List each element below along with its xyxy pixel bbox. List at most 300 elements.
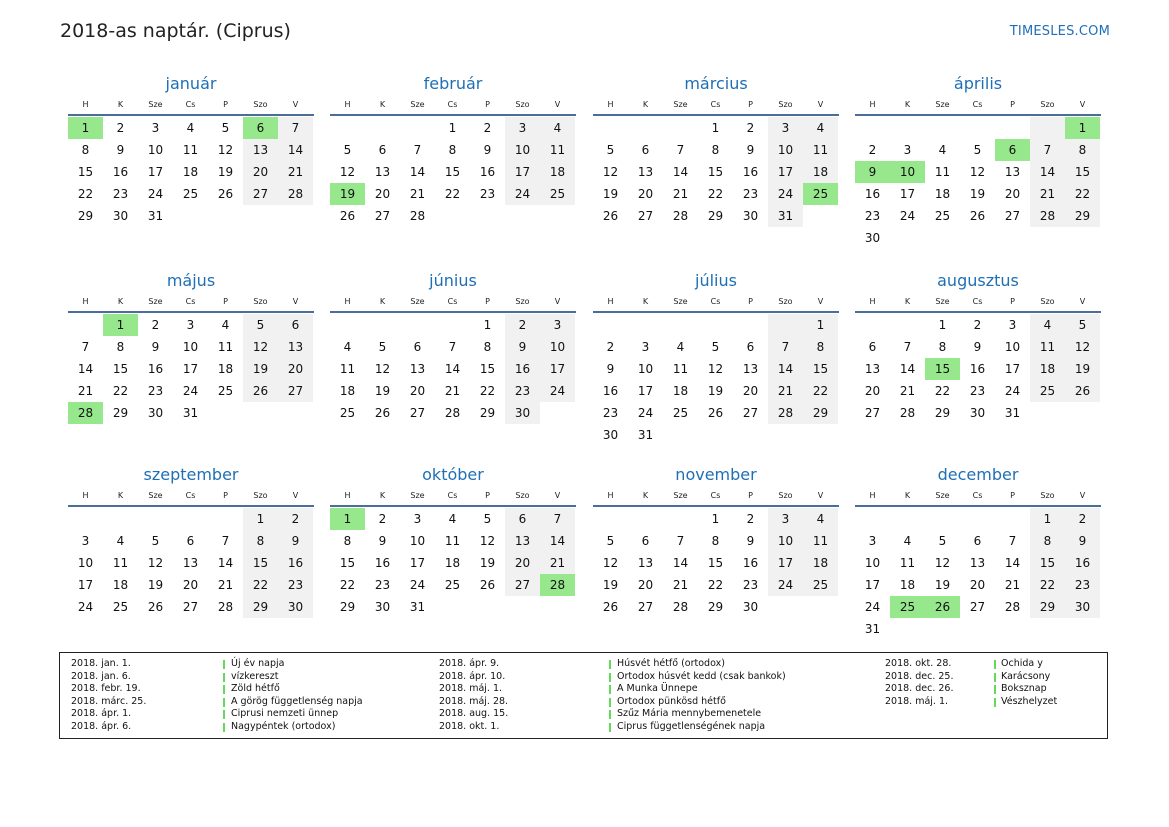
day-cell: 29	[243, 596, 278, 618]
day-cell: 1	[243, 508, 278, 530]
day-cell: 21	[1004, 578, 1021, 592]
weekday-label: Cs	[185, 491, 196, 500]
weekday-header	[855, 294, 1101, 310]
day-cell: 24	[1004, 384, 1021, 398]
day-cell: 2	[378, 512, 387, 526]
day-cell: 16	[374, 556, 391, 570]
day-cell: 30	[505, 402, 540, 424]
day-cell: 30	[147, 406, 164, 420]
day-cell: 19	[602, 187, 619, 201]
day-cell: 15	[339, 556, 356, 570]
holiday-day-cell: 1	[330, 508, 365, 530]
weekday-header	[68, 488, 314, 504]
day-cell: 25	[339, 406, 356, 420]
day-cell: 19	[969, 187, 986, 201]
day-cell: 22	[1065, 183, 1100, 205]
month-6	[330, 270, 576, 424]
weekday-header	[330, 294, 576, 310]
day-cell: 30	[374, 600, 391, 614]
day-cell: 24	[768, 574, 803, 596]
day-cell: 19	[1065, 358, 1100, 380]
header-rule	[855, 114, 1101, 116]
weekday-label: Cs	[710, 297, 721, 306]
day-cell: 13	[278, 336, 313, 358]
day-cell: 15	[479, 362, 496, 376]
day-cell: 20	[374, 187, 391, 201]
day-cell: 7	[768, 336, 803, 358]
day-empty	[593, 117, 628, 139]
day-empty	[68, 508, 103, 530]
day-cell: 22	[339, 578, 356, 592]
day-cell: 21	[278, 161, 313, 183]
day-empty	[628, 508, 663, 530]
day-cell: 27	[409, 406, 426, 420]
day-cell: 19	[479, 556, 496, 570]
weekday-label: P	[485, 491, 490, 500]
weekday-label: H	[607, 491, 614, 500]
day-cell: 9	[505, 336, 540, 358]
day-cell: 16	[112, 165, 129, 179]
day-cell: 23	[864, 209, 881, 223]
day-cell: 8	[1030, 530, 1065, 552]
day-cell: 2	[973, 318, 982, 332]
header-rule	[855, 505, 1101, 507]
day-cell: 21	[409, 187, 426, 201]
weekday-label: V	[554, 297, 561, 306]
day-cell: 31	[409, 600, 426, 614]
day-cell: 17	[505, 161, 540, 183]
weekday-header	[593, 488, 839, 504]
holiday-day-cell: 1	[68, 117, 103, 139]
weekday-label: Sze	[410, 297, 425, 306]
weekday-label: V	[554, 100, 561, 109]
legend-holiday-name: Ortodox pünkösd hétfő	[617, 695, 726, 707]
month-title: április	[953, 74, 1003, 93]
weekday-label: Sze	[148, 100, 163, 109]
weekday-label: H	[607, 297, 614, 306]
day-cell: 11	[540, 139, 575, 161]
day-cell: 18	[444, 556, 461, 570]
day-cell: 26	[707, 406, 724, 420]
legend-date: 2018. ápr. 10.	[439, 670, 506, 682]
legend-date: 2018. febr. 19.	[71, 683, 141, 694]
day-cell: 13	[243, 139, 278, 161]
holiday-day-cell: 10	[890, 161, 925, 183]
day-cell: 3	[868, 534, 877, 548]
day-cell: 28	[444, 406, 461, 420]
day-cell: 26	[602, 209, 619, 223]
day-cell: 31	[1004, 406, 1021, 420]
day-cell: 17	[182, 362, 199, 376]
weekday-label: H	[344, 491, 351, 500]
day-cell: 8	[343, 534, 352, 548]
header-rule	[593, 311, 839, 313]
day-cell: 9	[973, 340, 982, 354]
day-cell: 22	[934, 384, 951, 398]
day-cell: 30	[969, 406, 986, 420]
day-cell: 17	[899, 187, 916, 201]
month-title: február	[423, 74, 483, 93]
day-empty	[890, 117, 925, 139]
day-empty	[698, 314, 733, 336]
header-rule	[68, 114, 314, 116]
weekday-label: V	[817, 100, 824, 109]
day-cell: 9	[278, 530, 313, 552]
day-cell: 16	[479, 165, 496, 179]
weekday-header	[855, 488, 1101, 504]
day-cell: 30	[742, 600, 759, 614]
legend-date: 2018. dec. 25.	[885, 670, 954, 682]
day-cell: 8	[711, 143, 720, 157]
day-cell: 10	[1004, 340, 1021, 354]
day-cell: 29	[934, 406, 951, 420]
weekday-label: P	[223, 491, 228, 500]
day-cell: 23	[147, 384, 164, 398]
header-rule	[68, 311, 314, 313]
day-cell: 22	[1030, 574, 1065, 596]
day-cell: 18	[672, 384, 689, 398]
legend-holiday-name: Új év napja	[231, 658, 285, 669]
day-cell: 28	[1004, 600, 1021, 614]
day-cell: 27	[243, 183, 278, 205]
day-cell: 27	[1004, 209, 1021, 223]
day-grid	[855, 314, 1101, 424]
weekday-label: H	[344, 100, 351, 109]
weekday-label: V	[292, 100, 299, 109]
day-cell: 3	[768, 508, 803, 530]
weekday-label: Sze	[935, 491, 950, 500]
day-cell: 21	[444, 384, 461, 398]
day-cell: 10	[540, 336, 575, 358]
weekday-label: Sze	[148, 491, 163, 500]
day-cell: 14	[1030, 161, 1065, 183]
day-cell: 22	[707, 578, 724, 592]
weekday-label: H	[82, 100, 89, 109]
weekday-label: K	[117, 297, 124, 306]
day-cell: 5	[483, 512, 492, 526]
day-cell: 23	[742, 578, 759, 592]
day-cell: 7	[903, 340, 912, 354]
legend-holiday-name: Szűz Mária mennybemenetele	[617, 708, 762, 719]
day-cell: 27	[637, 209, 654, 223]
brand-link[interactable]: TIMESLES.COM	[1009, 24, 1110, 39]
day-cell: 27	[278, 380, 313, 402]
day-cell: 6	[641, 143, 650, 157]
weekday-label: K	[904, 491, 911, 500]
weekday-label: P	[223, 297, 228, 306]
weekday-label: K	[379, 100, 386, 109]
weekday-label: Szo	[253, 100, 268, 109]
day-cell: 9	[1065, 530, 1100, 552]
holiday-day-cell: 6	[995, 139, 1030, 161]
day-empty	[925, 117, 960, 139]
day-cell: 17	[637, 384, 654, 398]
day-cell: 6	[973, 534, 982, 548]
weekday-label: Sze	[935, 100, 950, 109]
day-cell: 4	[803, 117, 838, 139]
day-cell: 12	[934, 556, 951, 570]
day-cell: 23	[479, 187, 496, 201]
day-cell: 20	[864, 384, 881, 398]
day-cell: 21	[672, 187, 689, 201]
day-cell: 31	[768, 205, 803, 227]
weekday-header	[330, 97, 576, 113]
day-cell: 5	[243, 314, 278, 336]
day-cell: 5	[151, 534, 160, 548]
legend-row	[60, 721, 1107, 734]
day-cell: 11	[803, 139, 838, 161]
day-cell: 21	[540, 552, 575, 574]
day-grid	[330, 508, 576, 618]
day-empty	[663, 117, 698, 139]
day-cell: 5	[378, 340, 387, 354]
weekday-label: Szo	[515, 297, 530, 306]
day-cell: 25	[540, 183, 575, 205]
holiday-day-cell: 25	[890, 596, 925, 618]
weekday-label: Cs	[185, 100, 196, 109]
weekday-label: K	[642, 100, 649, 109]
day-cell: 9	[746, 534, 755, 548]
day-cell: 17	[768, 552, 803, 574]
day-cell: 15	[803, 358, 838, 380]
day-cell: 26	[479, 578, 496, 592]
weekday-label: P	[1010, 297, 1015, 306]
day-cell: 10	[768, 530, 803, 552]
weekday-label: P	[485, 100, 490, 109]
month-title: október	[422, 465, 484, 484]
day-empty	[365, 117, 400, 139]
day-cell: 13	[505, 530, 540, 552]
day-cell: 7	[81, 340, 90, 354]
day-cell: 8	[81, 143, 90, 157]
day-cell: 22	[707, 187, 724, 201]
day-cell: 31	[182, 406, 199, 420]
day-cell: 29	[707, 600, 724, 614]
day-cell: 1	[803, 314, 838, 336]
day-cell: 17	[1004, 362, 1021, 376]
day-cell: 20	[1004, 187, 1021, 201]
weekday-label: H	[344, 297, 351, 306]
day-cell: 7	[676, 143, 685, 157]
day-cell: 16	[742, 165, 759, 179]
day-cell: 1	[711, 512, 720, 526]
day-empty	[995, 117, 1030, 139]
day-cell: 10	[182, 340, 199, 354]
day-cell: 16	[742, 556, 759, 570]
day-cell: 22	[444, 187, 461, 201]
day-cell: 10	[147, 143, 164, 157]
legend-date: 2018. dec. 26.	[885, 683, 954, 694]
weekday-label: P	[223, 100, 228, 109]
day-cell: 13	[637, 165, 654, 179]
weekday-label: P	[485, 297, 490, 306]
day-cell: 15	[707, 556, 724, 570]
day-cell: 15	[77, 165, 94, 179]
day-grid	[855, 117, 1101, 249]
day-cell: 25	[444, 578, 461, 592]
legend-date: 2018. okt. 28.	[885, 658, 952, 669]
day-cell: 3	[641, 340, 650, 354]
month-10	[330, 464, 576, 618]
day-grid	[593, 508, 839, 618]
weekday-label: H	[869, 297, 876, 306]
day-cell: 11	[444, 534, 461, 548]
day-cell: 4	[803, 508, 838, 530]
day-grid	[593, 117, 839, 227]
weekday-label: K	[904, 297, 911, 306]
day-cell: 10	[864, 556, 881, 570]
day-cell: 8	[116, 340, 125, 354]
day-cell: 22	[243, 574, 278, 596]
legend-row	[60, 683, 1107, 696]
day-cell: 21	[899, 384, 916, 398]
day-cell: 9	[606, 362, 615, 376]
legend-date: 2018. ápr. 9.	[439, 658, 500, 669]
day-cell: 20	[243, 161, 278, 183]
weekday-label: Szo	[1040, 100, 1055, 109]
day-cell: 6	[641, 534, 650, 548]
day-cell: 28	[1030, 205, 1065, 227]
day-empty	[768, 314, 803, 336]
day-cell: 14	[672, 165, 689, 179]
day-cell: 23	[112, 187, 129, 201]
header-rule	[593, 505, 839, 507]
day-cell: 26	[602, 600, 619, 614]
weekday-label: Szo	[253, 491, 268, 500]
day-cell: 6	[746, 340, 755, 354]
weekday-label: V	[1079, 297, 1086, 306]
day-empty	[330, 117, 365, 139]
day-cell: 11	[182, 143, 199, 157]
day-cell: 12	[339, 165, 356, 179]
weekday-label: P	[748, 100, 753, 109]
day-cell: 29	[707, 209, 724, 223]
weekday-label: P	[748, 491, 753, 500]
day-cell: 24	[768, 183, 803, 205]
month-11	[593, 464, 839, 618]
legend-holiday-name: Ciprusi nemzeti ünnep	[231, 708, 339, 719]
day-cell: 21	[768, 380, 803, 402]
day-cell: 20	[278, 358, 313, 380]
day-cell: 2	[505, 314, 540, 336]
day-cell: 10	[77, 556, 94, 570]
day-cell: 14	[278, 139, 313, 161]
weekday-label: H	[869, 491, 876, 500]
weekday-label: Sze	[148, 297, 163, 306]
day-cell: 23	[278, 574, 313, 596]
day-cell: 12	[602, 165, 619, 179]
day-cell: 30	[864, 231, 881, 245]
day-cell: 3	[768, 117, 803, 139]
legend-holiday-name: Zöld hétfő	[231, 683, 280, 694]
legend-row	[60, 696, 1107, 709]
day-cell: 14	[1004, 556, 1021, 570]
month-title: augusztus	[937, 271, 1019, 290]
day-cell: 14	[217, 556, 234, 570]
legend-row	[60, 658, 1107, 671]
day-empty	[663, 314, 698, 336]
day-cell: 15	[1065, 161, 1100, 183]
weekday-label: Cs	[447, 297, 458, 306]
weekday-label: V	[1079, 491, 1086, 500]
day-cell: 8	[1065, 139, 1100, 161]
day-cell: 3	[186, 318, 195, 332]
day-cell: 29	[803, 402, 838, 424]
legend-holiday-name: A görög függetlenség napja	[231, 695, 363, 707]
day-cell: 24	[147, 187, 164, 201]
day-cell: 2	[868, 143, 877, 157]
day-cell: 15	[707, 165, 724, 179]
day-cell: 21	[77, 384, 94, 398]
weekday-label: V	[554, 491, 561, 500]
weekday-header	[855, 97, 1101, 113]
legend-holiday-name: Boksznap	[1001, 683, 1047, 694]
day-empty	[628, 314, 663, 336]
day-empty	[960, 117, 995, 139]
weekday-label: Sze	[673, 100, 688, 109]
month-8	[855, 270, 1101, 424]
day-cell: 19	[707, 384, 724, 398]
holiday-legend	[59, 652, 1108, 739]
day-cell: 31	[637, 428, 654, 442]
day-cell: 12	[969, 165, 986, 179]
weekday-label: H	[82, 491, 89, 500]
day-cell: 24	[637, 406, 654, 420]
weekday-label: Cs	[972, 100, 983, 109]
weekday-label: Cs	[972, 297, 983, 306]
day-cell: 23	[969, 384, 986, 398]
day-cell: 28	[217, 600, 234, 614]
day-cell: 23	[602, 406, 619, 420]
weekday-label: Sze	[673, 297, 688, 306]
legend-holiday-name: Karácsony	[1001, 670, 1051, 682]
legend-marker	[994, 685, 996, 694]
day-cell: 13	[374, 165, 391, 179]
day-cell: 2	[746, 512, 755, 526]
header-rule	[330, 114, 576, 116]
day-cell: 8	[711, 534, 720, 548]
day-cell: 19	[217, 165, 234, 179]
day-cell: 21	[672, 578, 689, 592]
day-cell: 27	[374, 209, 391, 223]
day-cell: 5	[606, 534, 615, 548]
weekday-label: H	[607, 100, 614, 109]
day-cell: 1	[448, 121, 457, 135]
month-title: szeptember	[143, 465, 239, 484]
day-cell: 12	[479, 534, 496, 548]
weekday-label: K	[904, 100, 911, 109]
day-cell: 18	[899, 578, 916, 592]
weekday-label: Sze	[410, 491, 425, 500]
day-cell: 20	[409, 384, 426, 398]
day-grid	[330, 117, 576, 227]
legend-holiday-name: A Munka Ünnepe	[617, 683, 698, 694]
weekday-label: K	[117, 491, 124, 500]
holiday-day-cell: 6	[243, 117, 278, 139]
day-cell: 4	[343, 340, 352, 354]
day-cell: 8	[803, 336, 838, 358]
day-empty	[733, 314, 768, 336]
day-cell: 15	[112, 362, 129, 376]
month-2	[330, 73, 576, 227]
legend-date: 2018. máj. 1.	[885, 695, 949, 707]
day-cell: 4	[540, 117, 575, 139]
day-cell: 20	[182, 578, 199, 592]
day-cell: 12	[217, 143, 234, 157]
legend-holiday-name: Nagypéntek (ortodox)	[231, 720, 336, 732]
day-cell: 12	[243, 336, 278, 358]
day-cell: 14	[409, 165, 426, 179]
